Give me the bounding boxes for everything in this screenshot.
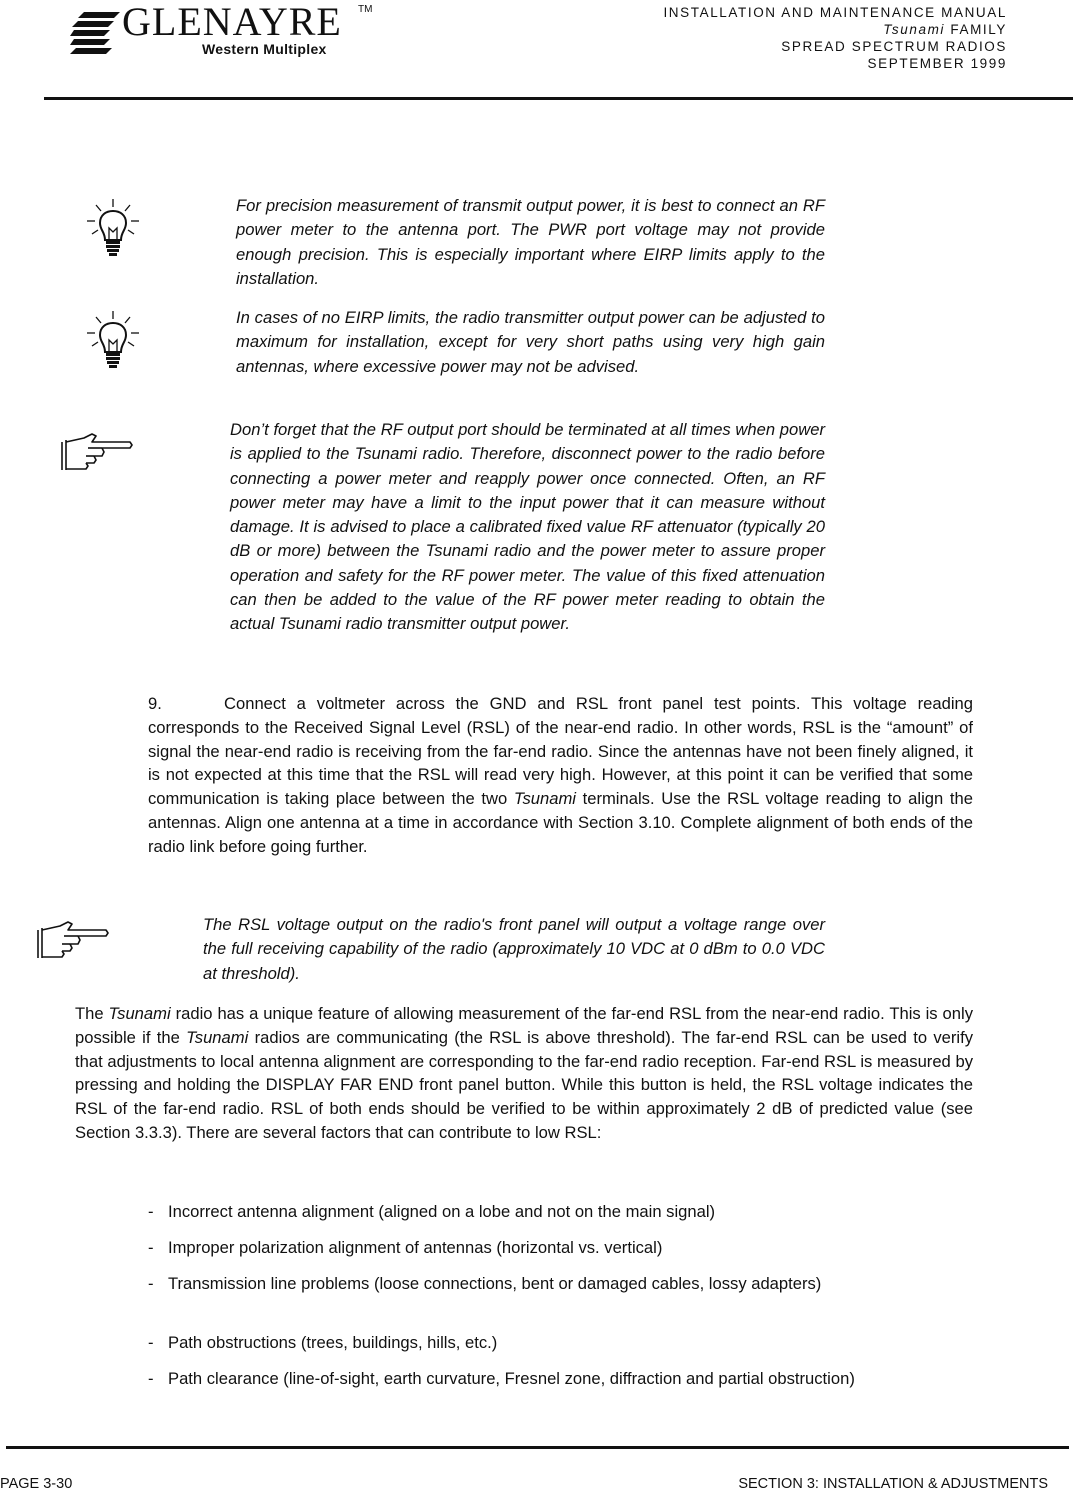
logo-stripes-icon bbox=[70, 8, 120, 56]
logo-wordmark: GLENAYRE bbox=[122, 0, 342, 44]
header-product: SPREAD SPECTRUM RADIOS bbox=[781, 39, 1007, 54]
list-item: - Improper polarization alignment of antennas (horizontal vs. vertical) bbox=[148, 1238, 663, 1257]
header-manual-title: INSTALLATION AND MAINTENANCE MANUAL bbox=[663, 5, 1007, 20]
pointing-hand-icon bbox=[58, 430, 134, 472]
list-item: - Transmission line problems (loose connections, bent or damaged cables, lossy adapters) bbox=[148, 1274, 822, 1293]
footer-section-title: SECTION 3: INSTALLATION & ADJUSTMENTS bbox=[738, 1476, 1048, 1492]
glenayre-logo bbox=[70, 0, 373, 62]
step-number: 9. bbox=[148, 694, 162, 713]
list-item: - Incorrect antenna alignment (aligned on a lobe and not on the main signal) bbox=[148, 1202, 716, 1221]
note-rf-termination: Don’t forget that the RF output port should be terminated at all times when power is applied to the Tsunami radio. Therefore, disconnect power to the radio before connecting a power meter and reapply power once connected. Often, an RF power meter may have a limit to the input power that it can measure without damage. It is advised to place a calibrated fixed value RF attenuator (typically 20 dB or more) between the Tsunami radio and the power meter to assure proper operation and safety for the RF power meter. The value of this fixed attenuation can then be added to the value of the RF power meter reading to obtain the actual Tsunami radio transmitter output power. bbox=[230, 420, 825, 634]
running-header bbox=[663, 4, 1007, 72]
footer-rule bbox=[6, 1446, 1069, 1449]
body-paragraph-far-end-rsl: The Tsunami radio has a unique feature of allowing measurement of the far-end RSL from the near-end radio. This is only possible if the Tsunami radios are communicating (the RSL is above threshold). The far-end RSL can be used to verify that adjustments to local antenna alignment are corresponding to the far-end radio reception. Far-end RSL is measured by pressing and holding the DISPLAY FAR END front panel button. While this button is held, the RSL voltage indicates the RSL of the far-end radio. RSL of both ends should be verified to be within approximately 2 dB of predicted value (see Section 3.3.3). There are several factors that can contribute to low RSL: bbox=[75, 1004, 974, 1142]
logo-subtitle: Western Multiplex bbox=[202, 41, 327, 57]
list-item: - Path obstructions (trees, buildings, hills, etc.) bbox=[148, 1333, 498, 1352]
tip-note-precision: For precision measurement of transmit output power, it is best to connect an RF power meter to the antenna port. The PWR port voltage may not provide enough precision. This is especially important where EIRP limits apply to the installation. bbox=[236, 196, 825, 288]
header-date: SEPTEMBER 1999 bbox=[867, 56, 1007, 71]
list-item: - Path clearance (line-of-sight, earth curvature, Fresnel zone, diffraction and partial obstruction) bbox=[148, 1369, 855, 1388]
pointing-hand-icon bbox=[34, 918, 110, 960]
header-rule bbox=[44, 97, 1073, 100]
footer-page-number: PAGE 3-30 bbox=[0, 1476, 73, 1492]
step-9: 9. Connect a voltmeter across the GND and RSL front panel test points. This voltage reading corresponds to the Received Signal Level (RSL) of the near-end radio. In other words, RSL is the “amount” of signal the near-end radio is receiving from the far-end radio. Since the antennas have not been finely aligned, it is not expected at this time that the RSL will read very high. However, at this point it can be verified that some communication is taking place between the two Tsunami terminals. Use the RSL voltage reading to align the antennas. Align one antenna at a time in accordance with Section 3.10. Complete alignment of both ends of the radio link before going further. bbox=[148, 694, 973, 856]
lightbulb-icon bbox=[84, 196, 142, 260]
note-rsl-voltage: The RSL voltage output on the radio's front panel will output a voltage range over the full receiving capability of the radio (approximately 10 VDC at 0 dBm to 0.0 VDC at threshold). bbox=[203, 915, 825, 983]
logo-trademark: TM bbox=[358, 4, 373, 15]
header-family: Tsunami FAMILY bbox=[883, 22, 1007, 37]
tip-note-eirp: In cases of no EIRP limits, the radio transmitter output power can be adjusted to maximum for installation, except for very short paths using very high gain antennas, where excessive power may not be advised. bbox=[236, 308, 825, 376]
lightbulb-icon bbox=[84, 308, 142, 372]
